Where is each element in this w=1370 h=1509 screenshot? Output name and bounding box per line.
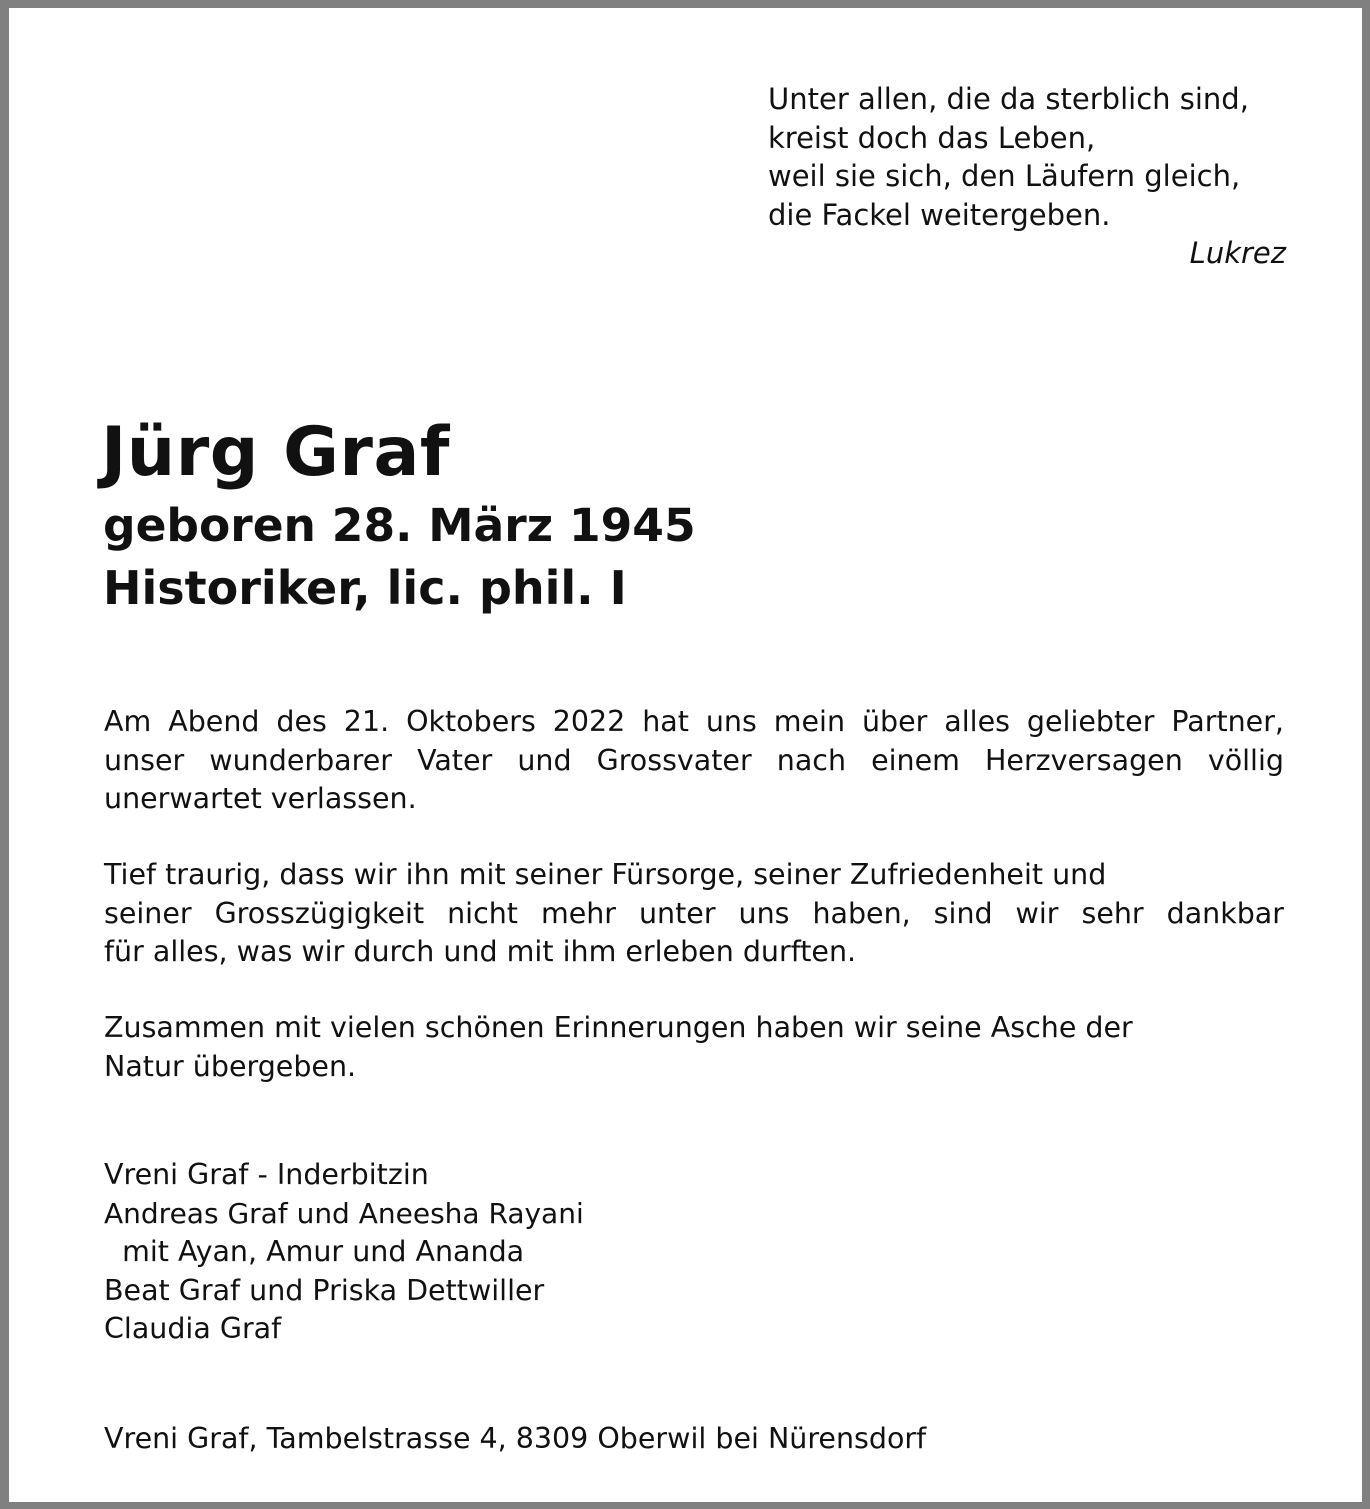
deceased-name: Jürg Graf [101, 413, 450, 492]
motto-line: die Fackel weitergeben. [768, 197, 1111, 232]
family-member: Vreni Graf - Inderbitzin [104, 1158, 429, 1191]
profession: Historiker, lic. phil. I [103, 561, 627, 615]
paragraph-line: Tief traurig, dass wir ihn mit seiner Fürsorge, seiner Zufriedenheit und [104, 858, 1107, 891]
family-member: Andreas Graf und Aneesha Rayani [104, 1196, 584, 1230]
paragraph-gratitude [104, 856, 1284, 972]
motto-line: Unter allen, die da sterblich sind, [768, 82, 1249, 116]
birth-date: geboren 28. März 1945 [103, 499, 696, 552]
contact-address: Vreni Graf, Tambelstrasse 4, 8309 Oberwil bei Nürensdorf [104, 1422, 927, 1455]
family-member: Beat Graf und Priska Dettwiller [104, 1273, 545, 1307]
paragraph-ashes [104, 1009, 1284, 1086]
motto-author: Lukrez [1189, 236, 1286, 270]
family-member: Claudia Graf [104, 1312, 282, 1345]
motto-line: weil sie sich, den Läufern gleich, [768, 159, 1241, 193]
paragraph-line: unser wunderbarer Vater und Grossvater nach einem Herzversagen völlig [104, 743, 1284, 777]
family-member: mit Ayan, Amur und Ananda [104, 1235, 525, 1268]
paragraph-line: für alles, was wir durch und mit ihm erleben durften. [104, 935, 857, 968]
deceased-details [103, 494, 696, 620]
paragraph-line: Zusammen mit vielen schönen Erinnerungen haben wir seine Asche der [104, 1011, 1133, 1044]
motto-quote [768, 80, 1286, 273]
paragraph-line: unerwartet verlassen. [104, 782, 417, 815]
paragraph-announcement [104, 703, 1284, 819]
paragraph-line: Am Abend des 21. Oktobers 2022 hat uns mein über alles geliebter Partner, [104, 705, 1284, 738]
family-list [104, 1156, 584, 1349]
paragraph-line: Natur übergeben. [104, 1049, 357, 1083]
paragraph-line: seiner Grosszügigkeit nicht mehr unter uns haben, sind wir sehr dankbar [104, 896, 1284, 930]
motto-line: kreist doch das Leben, [768, 120, 1096, 155]
